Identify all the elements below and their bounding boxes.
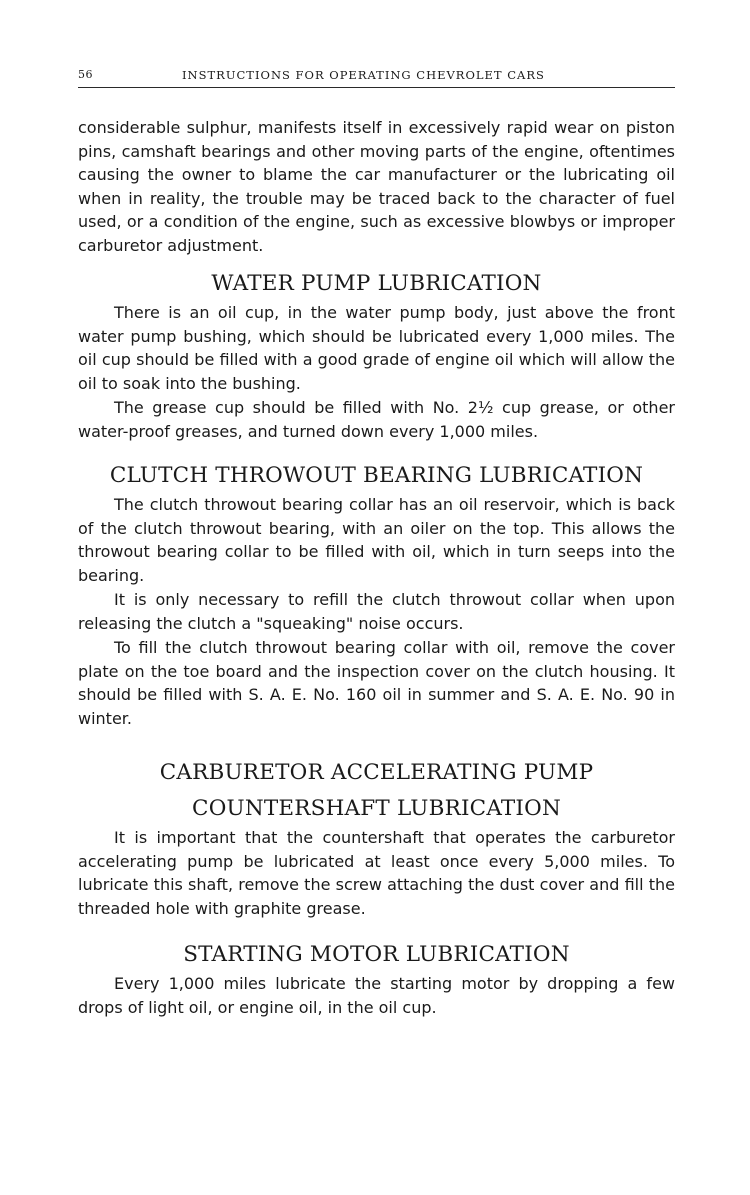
clutch-paragraph-2: It is only necessary to refill the clutch throwout collar when upon releasing the clutch a "squeaking" noise occurs. (78, 590, 675, 633)
book-page (78, 0, 675, 1195)
heading-clutch-throwout-bearing-lubrication: CLUTCH THROWOUT BEARING LUBRICATION (109, 463, 644, 488)
heading-carburetor-accelerating-pump: CARBURETOR ACCELERATING PUMP (159, 760, 594, 785)
heading-starting-motor-lubrication: STARTING MOTOR LUBRICATION (183, 942, 570, 967)
running-head (78, 66, 675, 86)
page-number: 56 (78, 68, 93, 81)
heading-water-pump-lubrication: WATER PUMP LUBRICATION (211, 271, 542, 296)
carburetor-paragraph-1: It is important that the countershaft that operates the carburetor accelerating pump be lubricated at least once every 5,000 miles. To lubricate this shaft, remove the screw attaching the dust cover and fill the threaded hole with graphite grease. (78, 828, 675, 918)
starting-motor-paragraph-1: Every 1,000 miles lubricate the starting motor by dropping a few drops of light oil, or engine oil, in the oil cup. (78, 974, 675, 1017)
header-rule (78, 87, 675, 88)
heading-countershaft-lubrication: COUNTERSHAFT LUBRICATION (192, 796, 561, 821)
continuation-paragraph: considerable sulphur, manifests itself in excessively rapid wear on piston pins, camshaft bearings and other moving parts of the engine, oftentimes causing the owner to blame the car manufacturer or the lubricating oil when in reality, the trouble may be traced back to the character of fuel used, or a condition of the engine, such as excessive blowbys or improper carburetor adjustment. (78, 118, 675, 255)
water-pump-paragraph-1: There is an oil cup, in the water pump body, just above the front water pump bushing, which should be lubricated every 1,000 miles. The oil cup should be filled with a good grade of engine oil which will allow the oil to soak into the bushing. (78, 303, 675, 393)
page-body (78, 116, 675, 1019)
water-pump-paragraph-2: The grease cup should be filled with No. 2½ cup grease, or other water-proof greases, and turned down every 1,000 miles. (78, 398, 675, 441)
running-title: INSTRUCTIONS FOR OPERATING CHEVROLET CARS (182, 68, 545, 82)
clutch-paragraph-3: To fill the clutch throwout bearing collar with oil, remove the cover plate on the toe board and the inspection cover on the clutch housing. It should be filled with S. A. E. No. 160 oil in summer and S. A. E. No. 90 in winter. (78, 638, 675, 728)
clutch-paragraph-1: The clutch throwout bearing collar has an oil reservoir, which is back of the clutch throwout bearing, with an oiler on the top. This allows the throwout bearing collar to be filled with oil, which in turn seeps into the bearing. (78, 495, 675, 585)
